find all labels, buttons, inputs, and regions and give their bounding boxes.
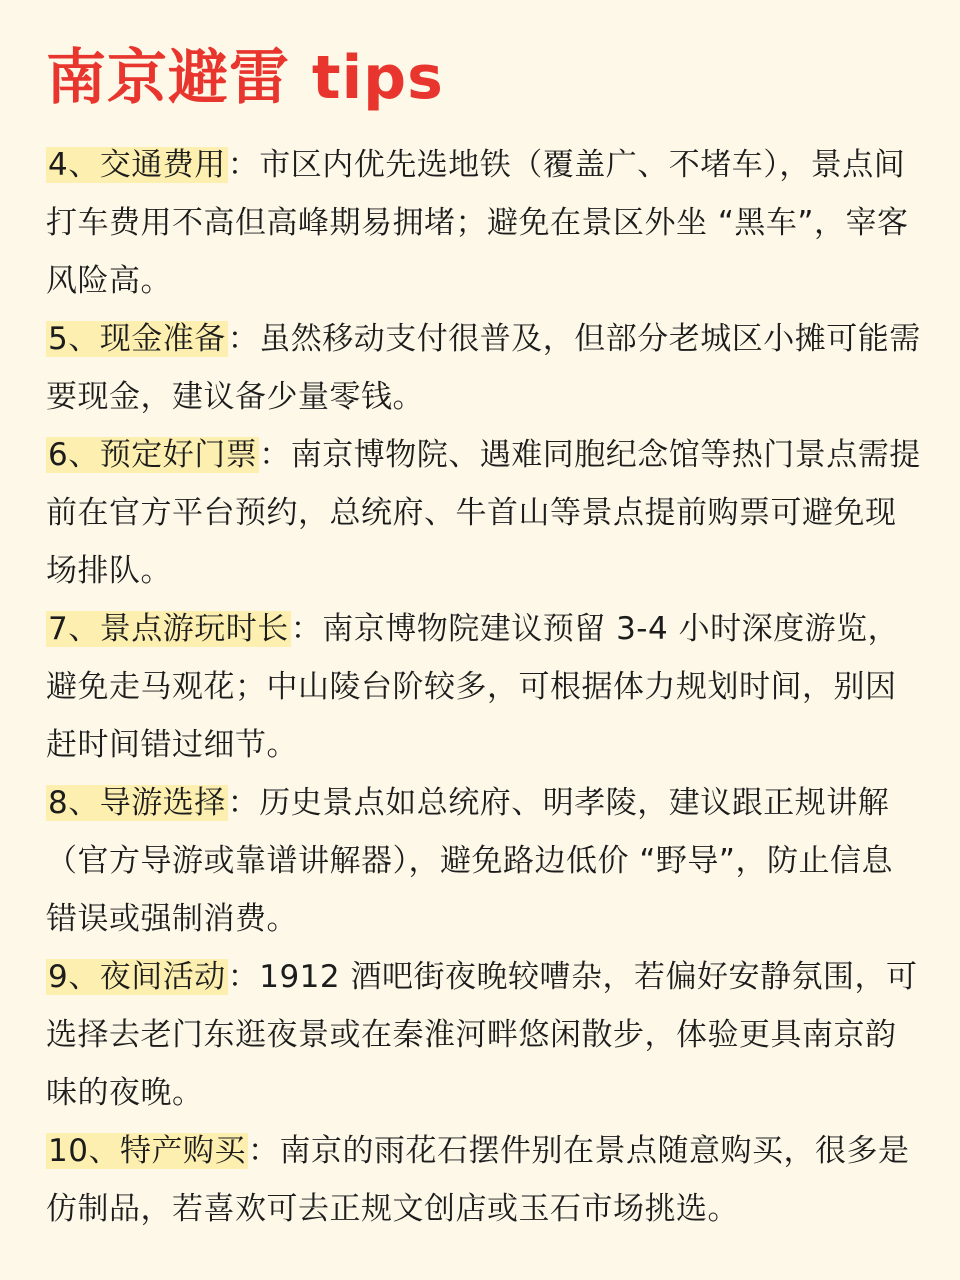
tip-text: 南京博物院建议预留 3-4 小时深度游览，避免走马观花；中山陵台阶较多，可根据体力规划时间，别因赶时间错过细节。 [46, 611, 900, 763]
tip-text: 市区内优先选地铁（覆盖广、不堵车），景点间打车费用不高但高峰期易拥堵；避免在景区外坐 “黑车”，宰客风险高。 [46, 147, 909, 299]
tip-label: 5、现金准备 [48, 321, 226, 357]
tip-separator: ： [227, 785, 260, 821]
tip-text: 历史景点如总统府、明孝陵，建议跟正规讲解（官方导游或靠谱讲解器），避免路边低价 “野导”，防止信息错误或强制消费。 [46, 785, 893, 937]
tip-separator: ： [227, 147, 260, 183]
tip-item [46, 1122, 924, 1238]
tip-item [46, 948, 924, 1122]
tip-label: 10、特产购买 [48, 1133, 246, 1169]
tip-text: 南京的雨花石摆件别在景点随意购买，很多是仿制品，若喜欢可去正规文创店或玉石市场挑选。 [46, 1133, 910, 1227]
tip-separator: ： [227, 959, 260, 995]
tip-label: 9、夜间活动 [48, 959, 226, 995]
tip-label: 6、预定好门票 [48, 437, 258, 473]
tip-separator: ： [247, 1133, 280, 1169]
tip-item [46, 136, 924, 310]
tip-text: 虽然移动支付很普及，但部分老城区小摊可能需要现金，建议备少量零钱。 [46, 321, 921, 415]
page-title: 南京避雷 tips [46, 43, 444, 113]
tip-item [46, 774, 924, 948]
tip-item [46, 310, 924, 426]
tip-separator: ： [290, 611, 323, 647]
tip-separator: ： [227, 321, 260, 357]
tip-text: 1912 酒吧街夜晚较嘈杂，若偏好安静氛围，可选择去老门东逛夜景或在秦淮河畔悠闲散步，体验更具南京韵味的夜晚。 [46, 959, 918, 1111]
tip-separator: ： [259, 437, 291, 473]
tip-label: 4、交通费用 [48, 147, 226, 183]
tip-text: 南京博物院、遇难同胞纪念馆等热门景点需提前在官方平台预约，总统府、牛首山等景点提前购票可避免现场排队。 [46, 437, 921, 589]
tip-item [46, 600, 924, 774]
tip-label: 8、导游选择 [48, 785, 226, 821]
tip-label: 7、景点游玩时长 [48, 611, 289, 647]
tip-item [46, 426, 924, 600]
